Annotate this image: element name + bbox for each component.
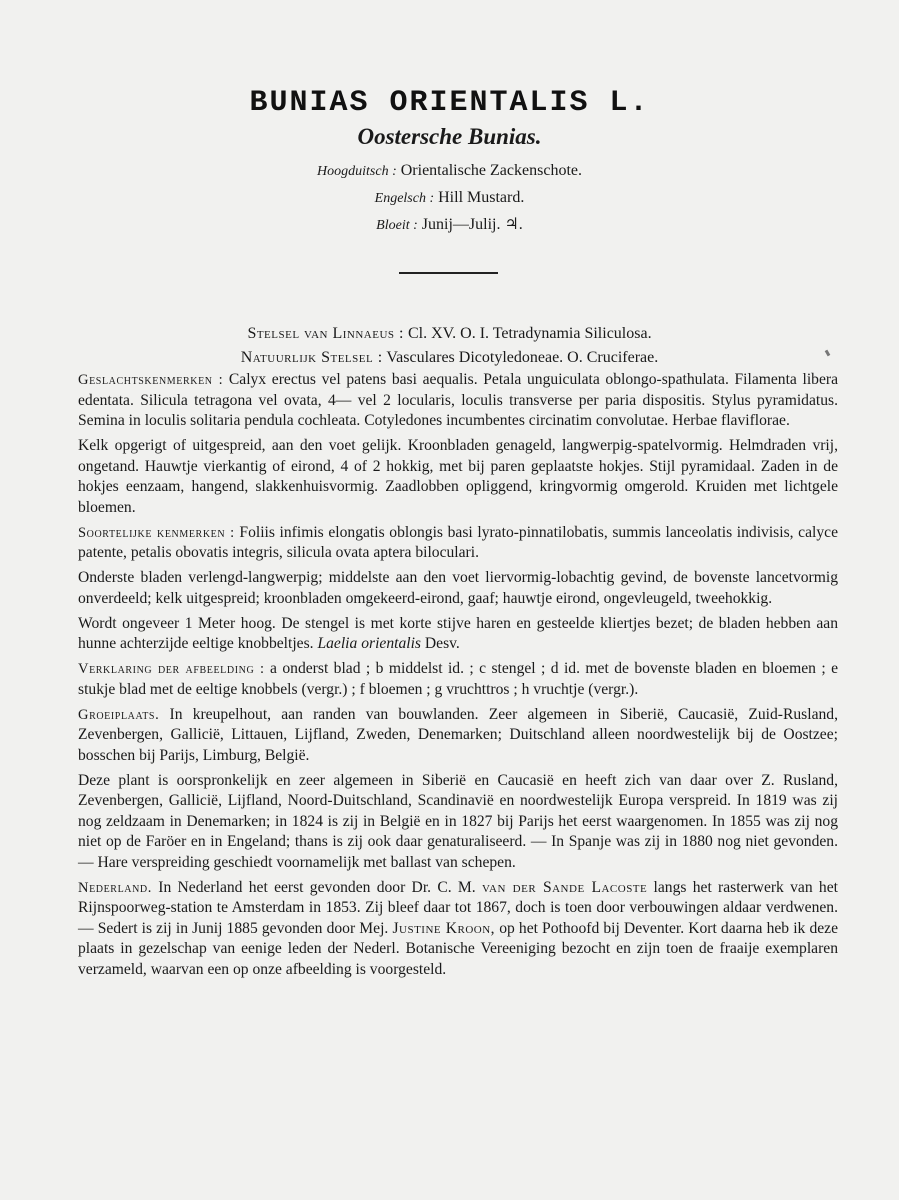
species-title: BUNIAS ORIENTALIS L.: [249, 86, 650, 120]
habitat-heading: Groeiplaats.: [78, 706, 160, 723]
netherlands-heading: Nederland.: [78, 879, 152, 896]
species-dutch-text: Onderste bladen verlengd-langwerpig; middelste aan den voet liervormig-lobachtig gevind, de bovenste lancetvormig onverdeeld; kelk uitgespreid; kroonbladen omgekeerd-eirond, gaaf; hauwtje eirond, ongevleugeld, tweehokkig.: [78, 569, 838, 607]
netherlands-text-3: op het Pothoofd bij Deventer. Kort daarna heb ik deze plaats in gezelschap van eenige leden der Nederl. Botanische Vereeniging bezocht en zijn toen de fraaije exemplaren verzameld, waarvan een op onze afbeelding is voorgesteld.: [78, 919, 839, 978]
flowering-row: [0, 212, 899, 239]
genus-latin-text: Calyx erectus vel patens basi aequalis. Petala unguiculata oblongo-spathulata. Filamenta libera edentata. Silicula tetragona vel ovata, 4— vel 2 locularis, loculis transverse per paria dispositis. Stylus pyramidatus. Semina in loculis solitaria pendula cochleata. Cotyledones incumbentes circinatim convolutae. Herbae flaviflorae.: [78, 371, 839, 429]
common-names: [0, 158, 899, 239]
natural-system-label: Natuurlijk Stelsel :: [240, 349, 383, 366]
synonym: Laelia orientalis: [317, 635, 421, 652]
natural-system-row: [0, 346, 899, 370]
english-name-row: [0, 185, 899, 212]
linnaeus-label: Stelsel van Linnaeus :: [247, 325, 404, 342]
genus-dutch-text: Kelk opgerigt of uitgespreid, aan den voet gelijk. Kroonbladen genageld, langwerpig-spatelvormig. Helmdraden vrij, ongetand. Hauwtje vierkantig of eirond, 4 of 2 hokkig, met bij paren geplaatste hokjes. Stijl pyramidaal. Zaden in de hokjes eenzaam, hangend, slakkenhuisvormig. Zaadlobben opliggend, kringvormig omgerold. Kruiden met lichtgele bloemen.: [78, 437, 838, 516]
classification: [0, 322, 899, 370]
figure-heading: Verklaring der afbeelding :: [78, 661, 265, 677]
person-lacoste: van der Sande Lacoste: [481, 878, 648, 896]
habitat-text: In kreupelhout, aan randen van bouwlanden. Zeer algemeen in Siberië, Caucasië, Zuid-Rusland, Zevenbergen, Gallicië, Littauen, Lijfland, Zweden, Denemarken; Duitschland alleen noordwestelijk bij de Oostzee; bosschen bij Parijs, Limburg, België.: [78, 705, 838, 764]
person-kroon: Justine Kroon,: [392, 919, 496, 937]
linnaeus-row: [0, 322, 899, 346]
species-latin-paragraph: [78, 523, 838, 564]
habitat-paragraph: [78, 705, 838, 767]
english-label: Engelsch :: [374, 191, 435, 206]
species-dutch-paragraph: [78, 568, 838, 609]
german-value: Orientalische Zackenschote.: [400, 162, 582, 179]
distribution-paragraph: [78, 771, 838, 874]
genus-latin-paragraph: [78, 370, 838, 432]
species-heading: Soortelijke kenmerken :: [78, 524, 235, 541]
distribution-text: Deze plant is oorspronkelijk en zeer algemeen in Siberië en Caucasië en heeft zich van daar over Z. Rusland, Zevenbergen, Gallicië, Lijfland, Noord-Duitschland, Scandinavië en noordwestelijk Europa verspreid. In 1819 was zij nog zeldzaam in Denemarken; in 1824 is zij in België en in 1827 bij Parijs het eerst waargenomen. In 1855 was zij nog niet op de Faröer en in Engeland; thans is zij ook daar genaturaliseerd. — In Spanje was zij in 1880 nog niet gevonden. — Hare verspreiding geschiedt voornamelijk met ballast van schepen.: [78, 771, 838, 871]
linnaeus-value: Cl. XV. O. I. Tetradynamia Siliculosa.: [407, 325, 652, 342]
height-paragraph: [78, 614, 838, 655]
description-body: [78, 370, 838, 985]
figure-paragraph: [78, 659, 838, 700]
natural-system-value: Vasculares Dicotyledoneae. O. Cruciferae.: [386, 349, 659, 366]
netherlands-text-1: In Nederland het eerst gevonden door Dr. C. M.: [158, 878, 476, 896]
german-label: Hoogduitsch :: [317, 164, 397, 179]
flowering-label: Bloeit :: [376, 218, 418, 233]
english-value: Hill Mustard.: [438, 189, 525, 206]
dutch-name: Oostersche Bunias.: [357, 124, 542, 149]
netherlands-text-2: langs het rasterwerk van het Rijnspoorweg-station te Amsterdam in 1853. Zij bleef daar tot 1867, doch is toen door verbouwingen aldaar verdwenen. — Sedert is zij in Junij 1885 gevonden door Mej.: [78, 878, 838, 937]
genus-dutch-paragraph: [78, 436, 838, 518]
netherlands-paragraph: [78, 878, 838, 981]
height-text: Wordt ongeveer 1 Meter hoog. De stengel is met korte stijve haren en gesteelde kliertjes bezet; de bladen hebben aan hunne achterzijde eeltige knobbeltjes.: [78, 614, 838, 652]
flowering-value: Junij—Julij. ♃.: [421, 216, 523, 233]
genus-heading: Geslachtskenmerken :: [78, 372, 224, 388]
title-divider: [399, 272, 498, 274]
figure-text: a onderst blad ; b middelst id. ; c stengel ; d id. met de bovenste bladen en bloemen ; e stukje blad met de eeltige knobbels (vergr.) ; f bloemen ; g vruchttros ; h vruchtje (vergr.).: [78, 660, 838, 698]
synonym-author: Desv.: [424, 635, 460, 652]
german-name-row: [0, 158, 899, 185]
species-latin-text: Foliis infimis elongatis oblongis basi lyrato-pinnatilobatis, summis lanceolatis indivisis, calyce patente, petalis obovatis integris, silicula ovata aptera biloculari.: [78, 523, 838, 561]
